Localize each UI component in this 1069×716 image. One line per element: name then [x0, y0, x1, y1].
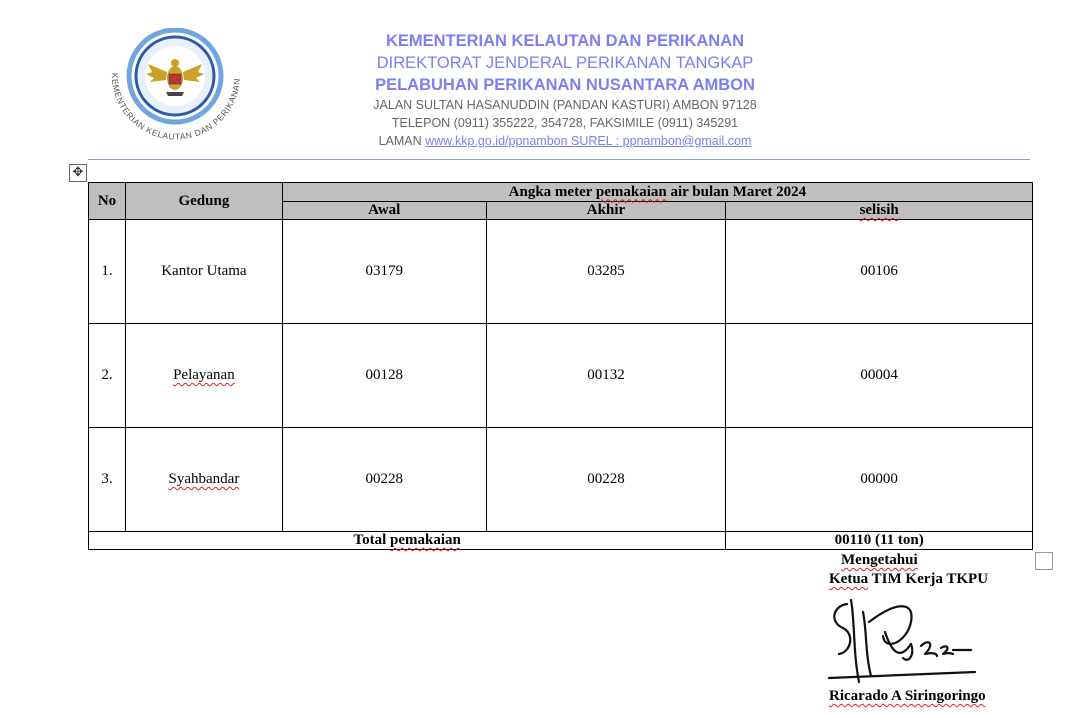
handwritten-signature — [825, 592, 985, 692]
col-header-akhir: Akhir — [486, 202, 726, 220]
cell-gedung[interactable]: Pelayanan — [125, 324, 282, 428]
logo-ring-text: KEMENTERIAN KELAUTAN DAN PERIKANAN — [109, 72, 243, 142]
cell-akhir[interactable]: 00132 — [486, 324, 726, 428]
address-line: JALAN SULTAN HASANUDDIN (PANDAN KASTURI) AMBON 97128 — [373, 98, 757, 112]
ministry-logo — [100, 28, 250, 148]
total-row — [89, 532, 1033, 550]
ministry-name: KEMENTERIAN KELAUTAN DAN PERIKANAN — [385, 32, 745, 50]
signer-name: Ricarado A Siringoringo — [829, 688, 986, 704]
phone-line: TELEPON (0911) 355222, 354728, FAKSIMILE (0911) 345291 — [391, 116, 739, 130]
cell-awal[interactable]: 00228 — [282, 428, 486, 532]
water-meter-table — [88, 182, 1033, 550]
table-row — [89, 324, 1033, 428]
web-line — [300, 132, 830, 150]
table-header-row — [89, 183, 1033, 202]
letterhead — [300, 30, 830, 150]
cell-no[interactable]: 1. — [89, 220, 126, 324]
cell-akhir[interactable]: 00228 — [486, 428, 726, 532]
table-row — [89, 428, 1033, 532]
web-prefix: LAMAN — [378, 134, 426, 148]
col-group-header: Angka meter pemakaian air bulan Maret 2024 — [282, 183, 1032, 202]
cell-no[interactable]: 3. — [89, 428, 126, 532]
spell-flag: pemakaian — [595, 183, 667, 200]
table-move-handle-icon[interactable]: ✥ — [69, 164, 87, 182]
cell-akhir[interactable]: 03285 — [486, 220, 726, 324]
total-label[interactable]: Total pemakaian — [89, 532, 726, 550]
signer-position: Ketua TIM Kerja TKPU — [829, 571, 989, 587]
cell-selisih[interactable]: 00004 — [726, 324, 1033, 428]
col-header-selisih: selisih — [726, 202, 1033, 220]
cell-no[interactable]: 2. — [89, 324, 126, 428]
cell-gedung[interactable]: Syahbandar — [125, 428, 282, 532]
cell-selisih[interactable]: 00000 — [726, 428, 1033, 532]
directorate-name: DIREKTORAT JENDERAL PERIKANAN TANGKAP — [376, 54, 754, 72]
cell-selisih[interactable]: 00106 — [726, 220, 1033, 324]
cell-awal[interactable]: 00128 — [282, 324, 486, 428]
total-value[interactable]: 00110 (11 ton) — [726, 532, 1033, 550]
table-resize-handle[interactable] — [1035, 552, 1053, 570]
cell-awal[interactable]: 03179 — [282, 220, 486, 324]
col-header-awal: Awal — [282, 202, 486, 220]
web-email-link[interactable]: www.kkp.go.id/ppnambon SUREL : ppnambon@gmail.com — [425, 134, 752, 148]
cell-gedung[interactable]: Kantor Utama — [125, 220, 282, 324]
letterhead-divider — [88, 159, 1030, 160]
table-row — [89, 220, 1033, 324]
acknowledged-label: Mengetahui — [841, 552, 918, 568]
col-header-gedung: Gedung — [125, 183, 282, 220]
port-name: PELABUHAN PERIKANAN NUSANTARA AMBON — [375, 76, 755, 94]
col-header-no: No — [89, 183, 126, 220]
